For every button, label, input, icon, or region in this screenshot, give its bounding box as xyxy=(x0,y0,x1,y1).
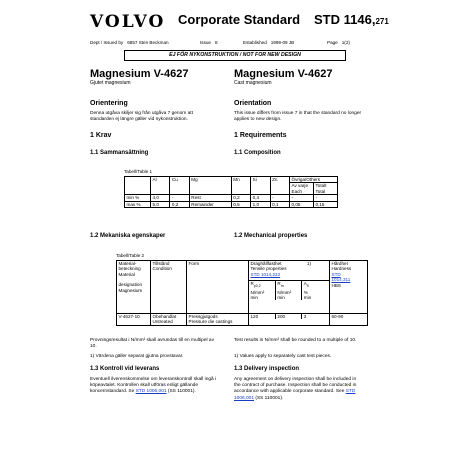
right-comp-heading: 1.1 Composition xyxy=(234,150,281,156)
table-cell: 1,0 xyxy=(251,201,270,207)
rp02-header: $R_{p0,2}$ N/mm² min xyxy=(249,281,275,301)
right-subtitle: Cast magnesium xyxy=(234,80,272,86)
table1-header-cu: Cu xyxy=(170,177,189,195)
table-cell: 4,0 xyxy=(151,195,170,201)
table-cell: Obehandlat Untreated xyxy=(151,314,187,326)
table-cell: 0,4 xyxy=(251,195,270,201)
table-cell: 0,2 xyxy=(170,201,189,207)
std-1014-222-link[interactable]: STD 1014,222 xyxy=(250,271,281,277)
table-cell: - xyxy=(270,195,289,201)
left-orient-text: Denna utgåva skiljer sig från utgåva 7 genom att standarden ej längre gäller vid nykonstruktion. xyxy=(90,111,193,123)
right-orient-text: This issue differs from issue 7 in that the standard no longer applies to new design. xyxy=(234,111,362,123)
table1-header-others: Övriga/Others xyxy=(290,177,338,183)
left-orient-heading: Orientering xyxy=(90,100,128,107)
left-subtitle: Gjutet magnesium xyxy=(90,80,131,86)
table-cell: 0,5 xyxy=(231,201,250,207)
table-cell: 60-90 xyxy=(330,314,368,326)
table2-header-hardness: Hårdhet Hardness STD 1014,311 HBS xyxy=(330,261,368,314)
table1-header-mg: Mg xyxy=(189,177,231,195)
std-1006-001-link[interactable]: STD 1006,001 xyxy=(135,389,167,395)
footnote-marker: 1) xyxy=(306,261,311,266)
table-row xyxy=(117,314,368,326)
doc-type-title: Corporate Standard xyxy=(178,12,301,27)
rm-value: 200 xyxy=(275,314,301,319)
table2-header-material: Material- beteckning Material designation Magnesium xyxy=(117,261,151,314)
left-footnote-values: 1) Värdena gäller separat gjutna provstavar. xyxy=(90,354,184,359)
table-cell: Pressgjutgods Pressure die castings xyxy=(187,314,249,326)
std-number: STD 1146,271 xyxy=(314,12,389,27)
table-cell: 0,15 xyxy=(314,201,338,207)
table-cell: max % xyxy=(125,201,151,207)
table-cell: 0,05 xyxy=(290,201,314,207)
volvo-logo: VOLVO xyxy=(90,12,166,32)
a5-value: 3 xyxy=(303,314,307,319)
right-mech-heading: 1.2 Mechanical properties xyxy=(234,233,308,239)
table-cell: Remainder xyxy=(189,201,231,207)
a5-header: $A_5$ % min xyxy=(302,281,329,301)
right-ctrl-heading: 1.3 Delivery inspection xyxy=(234,366,300,372)
std-1006-001-link[interactable]: STD 1006,001 xyxy=(234,389,356,401)
left-footnote-rounding: Provningsresultat i N/mm² skall avrundas till en multipel av 10. xyxy=(90,338,214,350)
left-comp-heading: 1.1 Sammansättning xyxy=(90,150,149,156)
std-1014-311-link[interactable]: STD 1014,311 xyxy=(331,271,351,283)
table-cell: V-4627-10 xyxy=(117,314,151,326)
right-req-heading: 1 Requirements xyxy=(234,132,287,139)
right-title: Magnesium V-4627 xyxy=(234,68,333,80)
table1-header-empty xyxy=(125,177,151,195)
table2-header-tensile: Draghållfasthet Tensile properties STD 1014,222 1) $R_{p0,2}$ N/mm² min $R_m$ N/mm² min $A_5$ % min xyxy=(249,261,330,314)
meta-established: Established 1999-09 JB xyxy=(243,40,295,45)
left-mech-heading: 1.2 Mekaniska egenskaper xyxy=(90,233,166,239)
table1-header-si: Si xyxy=(251,177,270,195)
composition-table xyxy=(124,176,338,208)
right-ctrl-text: Any agreement on delivery inspection shall be included in the contract of purchase. Inspection shall be conducted in accordance with applicable corporate standard. See STD 1006,001 (SS 110001). xyxy=(234,377,357,401)
table1-header-zn: Zn xyxy=(270,177,289,195)
table-cell: min % xyxy=(125,195,151,201)
table1-header-mn: Mn xyxy=(231,177,250,195)
table-cell: 5,0 xyxy=(151,201,170,207)
mechanical-table xyxy=(116,260,368,326)
table-cell xyxy=(249,314,330,326)
rm-header: $R_m$ N/mm² min xyxy=(275,281,301,301)
table1-header-al: Al xyxy=(151,177,170,195)
left-ctrl-heading: 1.3 Kontroll vid leverans xyxy=(90,366,160,372)
table1-label: Tabell/Table 1 xyxy=(124,169,153,174)
table-cell: - xyxy=(290,195,314,201)
table2-header-form: Form xyxy=(187,261,249,314)
right-orient-heading: Orientation xyxy=(234,100,272,107)
table1-subheader-total: Totalt Total xyxy=(314,183,338,195)
table-row xyxy=(125,201,338,207)
table-cell: - xyxy=(314,195,338,201)
right-footnote-values: 1) Values apply to separately cast test pieces. xyxy=(234,354,332,359)
meta-issue: Issue 8 xyxy=(200,40,218,45)
table2-header-condition: Tillstånd Condition xyxy=(151,261,187,314)
table-cell: 0,2 xyxy=(231,195,250,201)
not-for-new-design-banner: EJ FÖR NYKONSTRUKTION / NOT FOR NEW DESIGN xyxy=(124,50,346,61)
left-req-heading: 1 Krav xyxy=(90,132,112,139)
table-cell: Rest xyxy=(189,195,231,201)
table1-subheader-each: Av varje Each xyxy=(290,183,314,195)
table2-label: Tabell/Table 2 xyxy=(116,253,145,258)
meta-page: Page 1(2) xyxy=(327,40,350,45)
table-cell: - xyxy=(170,195,189,201)
meta-dept: Dept / Issued by 6857 Sten Beckman xyxy=(90,40,169,45)
left-ctrl-text: Eventuell ilverenskommelse om leveranskontroll skall ingå i köpeavtalet. Kontrollen skall utföras enligt gällande koncernstandard. Se STD 1006,001 (SS 110001). xyxy=(90,377,217,395)
rp02-value: 120 xyxy=(249,314,275,319)
left-title: Magnesium V-4627 xyxy=(90,68,189,80)
table-cell: 0,1 xyxy=(270,201,289,207)
right-footnote-rounding: Test results in N/mm² shall be rounded to a multiple of 10. xyxy=(234,338,357,343)
